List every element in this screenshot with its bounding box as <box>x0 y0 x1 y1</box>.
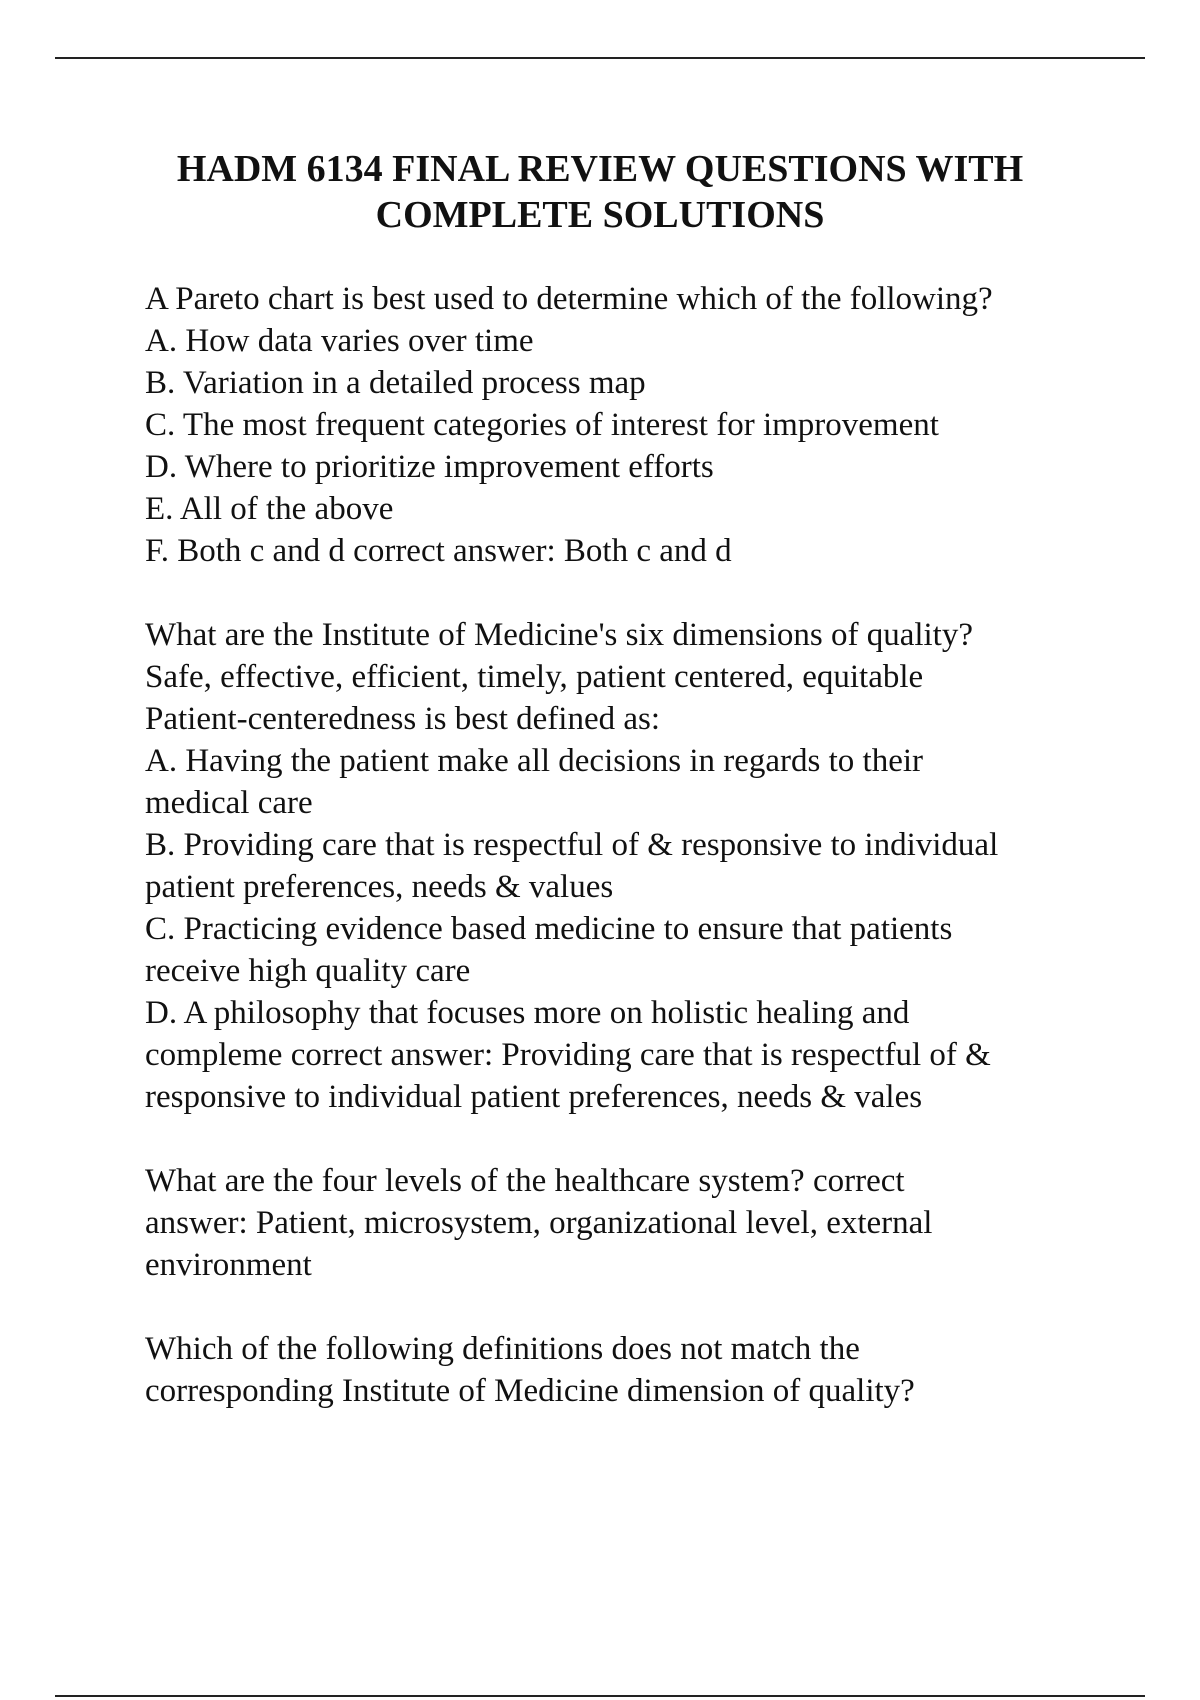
question-text: A Pareto chart is best used to determine which of the following? <box>145 281 993 317</box>
question-block-definitions <box>145 1328 1105 1412</box>
paragraph-gap <box>145 572 1105 614</box>
answer-text: Safe, effective, efficient, timely, patient centered, equitable <box>145 659 924 695</box>
question-text: Patient-centeredness is best defined as: <box>145 701 660 737</box>
answer-option: B. Variation in a detailed process map <box>145 365 646 401</box>
answer-option: E. All of the above <box>145 491 394 527</box>
header-rule <box>55 57 1145 59</box>
answer-option: C. The most frequent categories of interest for improvement <box>145 407 939 443</box>
answer-option: responsive to individual patient preferences, needs & vales <box>145 1079 923 1115</box>
answer-text: answer: Patient, microsystem, organizational level, external <box>145 1205 933 1241</box>
question-block-pareto <box>145 278 1105 572</box>
answer-text: environment <box>145 1247 312 1283</box>
answer-option: medical care <box>145 785 313 821</box>
title-line: HADM 6134 FINAL REVIEW QUESTIONS WITH <box>176 148 1024 190</box>
answer-option: D. Where to prioritize improvement efforts <box>145 449 714 485</box>
question-block-iom-dimensions <box>145 614 1105 1118</box>
paragraph-gap <box>145 1286 1105 1328</box>
answer-option: patient preferences, needs & values <box>145 869 614 905</box>
footer-rule <box>55 1695 1145 1697</box>
answer-option: D. A philosophy that focuses more on holistic healing and <box>145 995 910 1031</box>
question-text: What are the Institute of Medicine's six dimensions of quality? <box>145 617 973 653</box>
document-title <box>60 146 1140 238</box>
answer-option: receive high quality care <box>145 953 471 989</box>
answer-option: C. Practicing evidence based medicine to ensure that patients <box>145 911 953 947</box>
question-text: Which of the following definitions does not match the <box>145 1331 860 1367</box>
question-text: What are the four levels of the healthcare system? correct <box>145 1163 905 1199</box>
question-block-healthcare-levels <box>145 1160 1105 1286</box>
title-line: COMPLETE SOLUTIONS <box>375 194 825 236</box>
answer-option: A. How data varies over time <box>145 323 534 359</box>
questions-body <box>145 278 1105 1412</box>
answer-option: B. Providing care that is respectful of & responsive to individual <box>145 827 999 863</box>
paragraph-gap <box>145 1118 1105 1160</box>
answer-option: compleme correct answer: Providing care that is respectful of & <box>145 1037 991 1073</box>
question-text: corresponding Institute of Medicine dimension of quality? <box>145 1373 915 1409</box>
answer-option: A. Having the patient make all decisions in regards to their <box>145 743 924 779</box>
answer-option: F. Both c and d correct answer: Both c and d <box>145 533 732 569</box>
